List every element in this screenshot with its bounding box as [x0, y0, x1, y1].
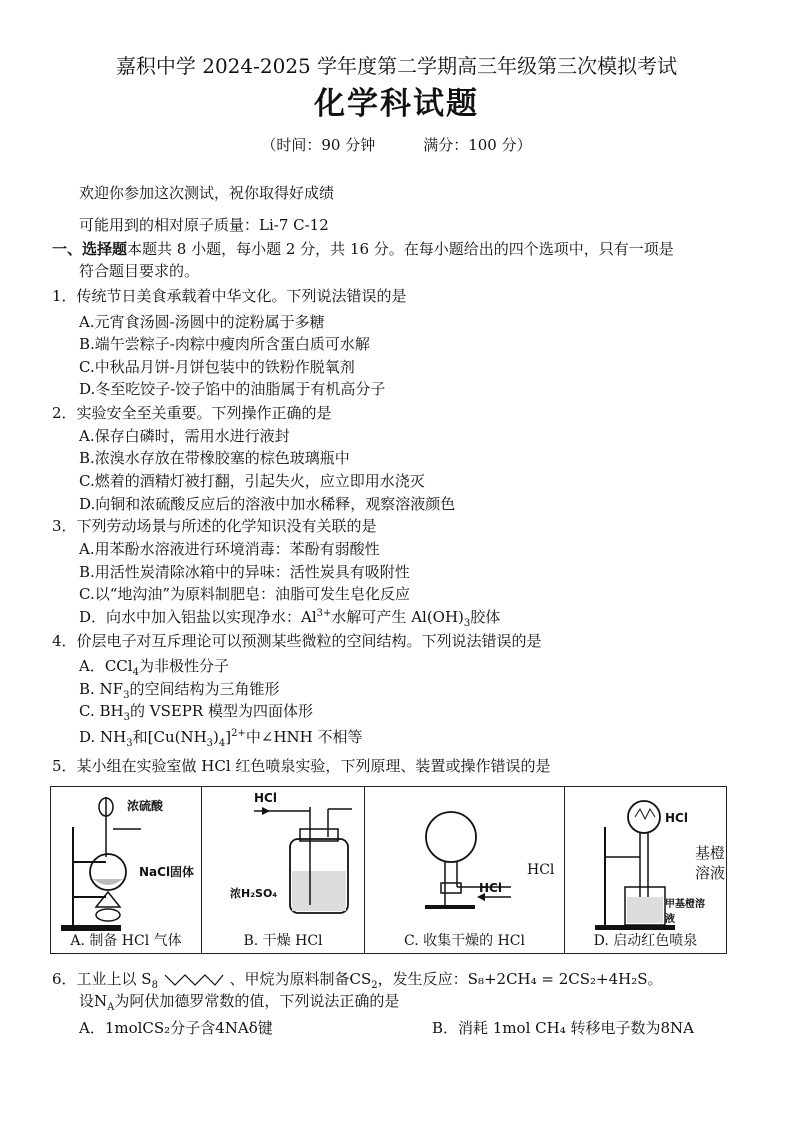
label-hcl-b: HCl: [254, 791, 277, 805]
q3-stem: 3．下列劳动场景与所述的化学知识没有关联的是: [52, 517, 377, 535]
exam-time: （时间：90 分钟: [261, 136, 376, 154]
section-desc-line2: 符合题目要求的。: [79, 262, 200, 280]
panel-c: [365, 787, 565, 953]
q3-option-a: A.用苯酚水溶液进行环境消毒：苯酚有弱酸性: [79, 540, 380, 558]
q2-option-d: D.向铜和浓硫酸反应后的溶液中加水稀释，观察溶液颜色: [79, 495, 456, 513]
q3-option-b: B.用活性炭清除冰箱中的异味：活性炭具有吸附性: [79, 563, 410, 581]
q3-option-d: D．向水中加入铝盐以实现净水：$Al^{3+}$水解可产生 $Al(OH)_3$胶体: [79, 608, 501, 629]
q6-option-b: B．消耗 1mol CH₄ 转移电子数为8NA: [432, 1019, 694, 1037]
caption-b: B. 干燥 HCl: [243, 933, 323, 949]
subject-title: 化学科试题: [314, 86, 479, 122]
q4-option-b: B. $NF_3$的空间结构为三角锥形: [79, 680, 280, 701]
q3-option-c: C.以“地沟油”为原料制肥皂：油脂可发生皂化反应: [79, 585, 411, 603]
q5-figure-table: [50, 786, 727, 954]
q1-stem: 1．传统节日美食承载着中华文化。下列说法错误的是: [52, 287, 407, 305]
q6-line2: 设$N_A$为阿伏加德罗常数的值，下列说法正确的是: [79, 992, 400, 1013]
label-conc-sulfuric: 浓硫酸: [127, 799, 164, 813]
q5-stem: 5．某小组在实验室做 HCl 红色喷泉实验，下列原理、装置或操作错误的是: [52, 757, 551, 775]
q2-option-b: B.浓溴水存放在带橡胶塞的棕色玻璃瓶中: [79, 449, 350, 467]
section-heading: [52, 238, 674, 259]
q4-option-c: C. $BH_3$的 VSEPR 模型为四面体形: [79, 702, 313, 723]
q1-option-b: B.端午尝粽子-肉粽中瘦肉所含蛋白质可水解: [79, 335, 370, 353]
atomic-mass-text: 可能用到的相对原子质量：Li-7 C-12: [79, 216, 329, 234]
section-desc: 本题共 8 小题，每小题 2 分，共 16 分。在每小题给出的四个选项中，只有一项是: [127, 240, 674, 258]
exam-title: 嘉积中学 2024-2025 学年度第二学期高三年级第三次模拟考试: [115, 54, 678, 78]
label-methyl-orange: 甲基橙溶液: [665, 899, 705, 925]
caption-d: D. 启动红色喷泉: [593, 933, 698, 949]
exam-info: [0, 134, 793, 155]
q1-option-a: A.元宵食汤圆-汤圆中的淀粉属于多糖: [79, 313, 325, 331]
section-title: 一、选择题: [52, 240, 128, 258]
q4-option-d: D. $NH_3$和$[Cu(NH_3)_4]^{2+}$中∠HNH 不相等: [79, 728, 363, 749]
label-hcl-d: HCl: [665, 811, 688, 825]
q4-option-a: A．CCl$_4$为非极性分子: [79, 657, 229, 678]
q4-stem: 4．价层电子对互斥理论可以预测某些微粒的空间结构。下列说法错误的是: [52, 632, 542, 650]
panel-a: [51, 787, 202, 953]
q2-option-c: C.燃着的酒精灯被打翻，引起失火，应立即用水浇灭: [79, 472, 425, 490]
methyl-orange-side-label: 基橙溶液: [695, 844, 726, 882]
caption-a: A. 制备 HCl 气体: [70, 933, 182, 949]
q2-option-a: A.保存白磷时，需用水进行液封: [79, 427, 290, 445]
welcome-text: 欢迎你参加这次测试，祝你取得好成绩: [79, 184, 335, 202]
q1-option-d: D.冬至吃饺子-饺子馅中的油脂属于有机高分子: [79, 380, 386, 398]
label-hcl-c-side: HCl: [527, 862, 555, 878]
q6-option-a: A．1molCS₂分子含4NAδ键: [79, 1019, 273, 1037]
label-conc-h2so4: 浓H₂SO₄: [230, 887, 278, 900]
exam-score: 满分：100 分）: [423, 136, 532, 154]
panel-b: [202, 787, 365, 953]
label-hcl-c: HCl: [479, 881, 502, 895]
apparatus-b-illustration: [202, 787, 365, 953]
caption-c: C. 收集干燥的 HCl: [404, 933, 525, 949]
label-nacl-solid: NaCl固体: [139, 865, 195, 879]
q2-stem: 2．实验安全至关重要。下列操作正确的是: [52, 404, 332, 422]
q1-option-c: C.中秋品月饼-月饼包装中的铁粉作脱氧剂: [79, 358, 355, 376]
s8-ring-structure: [163, 969, 225, 991]
q6-stem: 6．工业上以 $S_8$ 、甲烷为原料制备$CS_2$，发生反应：S₈+2CH₄ = 2CS₂+4H₂S。: [52, 970, 663, 991]
